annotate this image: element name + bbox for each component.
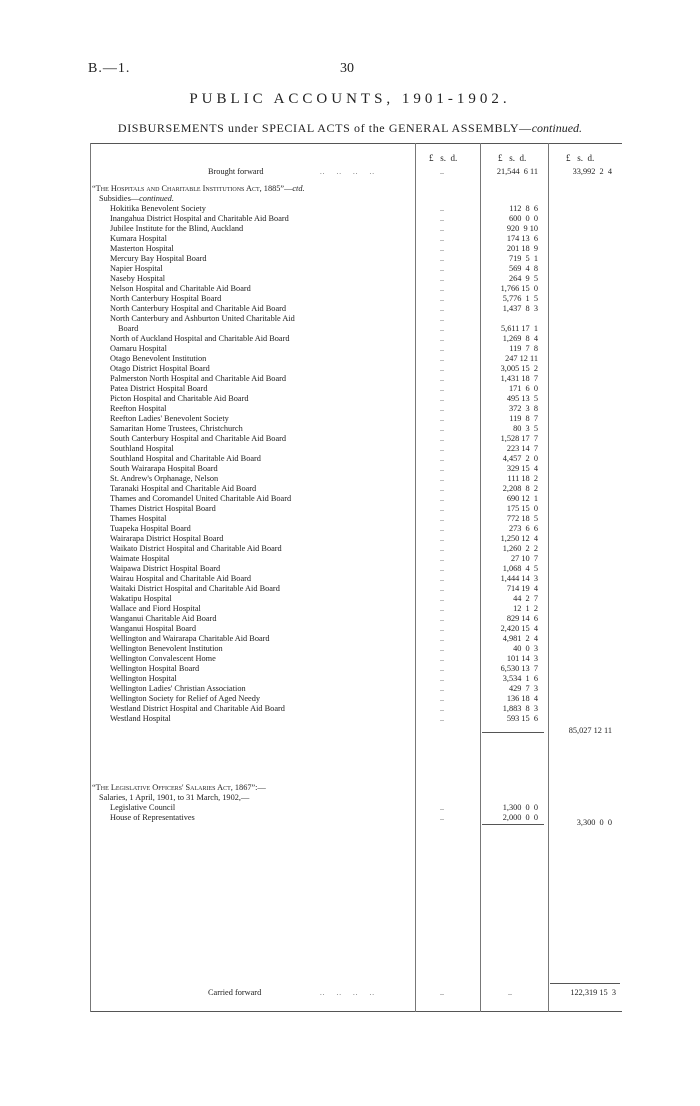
col2-header: £ s. d. xyxy=(498,153,527,163)
row-label: Legislative Council xyxy=(110,803,176,812)
col1-dots: .. xyxy=(440,304,444,313)
table-row xyxy=(90,714,622,724)
table-row xyxy=(90,234,622,244)
table-row xyxy=(90,284,622,294)
col1-dots: .. xyxy=(440,424,444,433)
carried-forward-rule xyxy=(550,983,620,984)
table-row xyxy=(90,474,622,484)
row-amount: 112 8 6 xyxy=(509,204,538,213)
row-label: Southland Hospital xyxy=(110,444,174,453)
table-row xyxy=(90,654,622,664)
section1-total: 85,027 12 11 xyxy=(568,726,612,735)
row-amount: 247 12 11 xyxy=(505,354,538,363)
table-row xyxy=(90,464,622,474)
row-label: Thames District Hospital Board xyxy=(110,504,216,513)
row-amount: 1,528 17 7 xyxy=(500,434,538,443)
table-row xyxy=(90,444,622,454)
page-subtitle xyxy=(0,121,700,136)
row-label: Masterton Hospital xyxy=(110,244,174,253)
row-label: Wellington Hospital xyxy=(110,674,177,683)
row-amount: 201 18 9 xyxy=(506,244,538,253)
row-amount: 119 7 8 xyxy=(509,344,538,353)
row-label: Inangahua District Hospital and Charitable Aid Board xyxy=(110,214,289,223)
row-amount: 1,260 2 2 xyxy=(502,544,538,553)
col1-dots: .. xyxy=(440,714,444,723)
row-amount: 12 1 2 xyxy=(513,604,538,613)
col1-dots: .. xyxy=(440,554,444,563)
brought-forward-col3: 33,992 2 4 xyxy=(572,167,612,176)
row-amount: 273 6 6 xyxy=(508,524,538,533)
row-amount: 1,444 14 3 xyxy=(500,574,538,583)
col1-dots: .. xyxy=(440,988,444,997)
row-amount: 223 14 7 xyxy=(506,444,538,453)
row-label: Nelson Hospital and Charitable Aid Board xyxy=(110,284,251,293)
col1-dots: .. xyxy=(440,464,444,473)
col1-dots: .. xyxy=(440,394,444,403)
table-row xyxy=(90,344,622,354)
row-amount: 136 18 4 xyxy=(506,694,538,703)
row-label: Board xyxy=(118,324,139,333)
document-code: B.—1. xyxy=(88,61,131,76)
section2-subtotal-rule xyxy=(482,824,544,825)
table-row xyxy=(90,504,622,514)
row-amount: 719 5 1 xyxy=(508,254,538,263)
col1-dots: .. xyxy=(440,484,444,493)
row-amount: 495 13 5 xyxy=(506,394,538,403)
col1-dots: .. xyxy=(440,434,444,443)
section1-heading-text: “The Hospitals and Charitable Institutions Act, 1885”— xyxy=(92,184,293,193)
row-label: Hokitika Benevolent Society xyxy=(110,204,206,213)
col1-dots: .. xyxy=(440,414,444,423)
table-row xyxy=(90,274,622,284)
row-amount: 1,250 12 4 xyxy=(500,534,538,543)
row-label: Waikato District Hospital and Charitable Aid Board xyxy=(110,544,282,553)
table-row xyxy=(90,354,622,364)
row-amount: 1,300 0 0 xyxy=(502,803,538,812)
col1-dots: .. xyxy=(440,284,444,293)
row-label: Kumara Hospital xyxy=(110,234,167,243)
row-label: Mercury Bay Hospital Board xyxy=(110,254,207,263)
subtitle-main: DISBURSEMENTS under SPECIAL ACTS of the GENERAL ASSEMBLY— xyxy=(117,121,532,135)
col3-header: £ s. d. xyxy=(566,153,595,163)
col1-dots: .. xyxy=(440,544,444,553)
row-amount: 429 7 3 xyxy=(508,684,538,693)
row-amount: 80 3 5 xyxy=(513,424,538,433)
row-amount: 111 18 2 xyxy=(507,474,538,483)
col1-dots: .. xyxy=(440,704,444,713)
table-row xyxy=(90,704,622,714)
row-amount: 1,437 8 3 xyxy=(502,304,538,313)
row-label: North Canterbury Hospital Board xyxy=(110,294,222,303)
col1-dots: .. xyxy=(440,524,444,533)
row-label: Waimate Hospital xyxy=(110,554,170,563)
col1-dots: .. xyxy=(440,384,444,393)
row-label: Westland District Hospital and Charitable Aid Board xyxy=(110,704,285,713)
col1-dots: .. xyxy=(440,474,444,483)
table-row xyxy=(90,574,622,584)
row-label: Reefton Hospital xyxy=(110,404,167,413)
col1-dots: .. xyxy=(440,634,444,643)
row-amount: 6,530 13 7 xyxy=(500,664,538,673)
col1-dots: .. xyxy=(440,314,444,323)
table-row xyxy=(90,694,622,704)
row-amount: 4,981 2 4 xyxy=(502,634,538,643)
row-label: House of Representatives xyxy=(110,813,195,822)
col2-dots: .. xyxy=(508,988,512,997)
table-row xyxy=(90,424,622,434)
row-label: North of Auckland Hospital and Charitable Aid Board xyxy=(110,334,290,343)
section1-subtotal-rule xyxy=(482,732,544,733)
col1-header: £ s. d. xyxy=(429,153,458,163)
table-row xyxy=(90,564,622,574)
page-number: 30 xyxy=(340,61,354,76)
row-label: Taranaki Hospital and Charitable Aid Board xyxy=(110,484,257,493)
table-row xyxy=(90,224,622,234)
row-amount: 5,611 17 1 xyxy=(500,324,538,333)
col1-dots: .. xyxy=(440,534,444,543)
row-label: St. Andrew's Orphanage, Nelson xyxy=(110,474,219,483)
row-label: Wellington Ladies' Christian Association xyxy=(110,684,246,693)
table-row xyxy=(90,414,622,424)
table-row xyxy=(90,554,622,564)
row-label: Picton Hospital and Charitable Aid Board xyxy=(110,394,249,403)
row-label: Wellington Convalescent Home xyxy=(110,654,216,663)
row-label: Wallace and Fiord Hospital xyxy=(110,604,201,613)
col1-dots: .. xyxy=(440,274,444,283)
subtitle-continued: continued. xyxy=(531,121,583,135)
table-row xyxy=(90,394,622,404)
table-row xyxy=(90,684,622,694)
row-label: Southland Hospital and Charitable Aid Board xyxy=(110,454,261,463)
col1-dots: .. xyxy=(440,444,444,453)
section1-sub-text: Subsidies— xyxy=(99,194,140,203)
table-row xyxy=(90,604,622,614)
row-amount: 4,457 2 0 xyxy=(502,454,538,463)
row-label: Wanganui Hospital Board xyxy=(110,624,196,633)
row-amount: 171 6 0 xyxy=(508,384,538,393)
table-row xyxy=(90,254,622,264)
col1-dots: .. xyxy=(440,574,444,583)
row-amount: 1,766 15 0 xyxy=(500,284,538,293)
table-row xyxy=(90,384,622,394)
row-amount: 264 9 5 xyxy=(508,274,538,283)
row-label: South Canterbury Hospital and Charitable Aid Board xyxy=(110,434,287,443)
section1-subheading xyxy=(99,194,174,204)
table-row xyxy=(90,314,622,324)
col1-dots: .. xyxy=(440,214,444,223)
table-row xyxy=(90,544,622,554)
col1-dots: .. xyxy=(440,494,444,503)
table-row xyxy=(90,534,622,544)
table-row xyxy=(90,494,622,504)
brought-forward-col2: 21,544 6 11 xyxy=(496,167,538,176)
row-amount: 372 3 8 xyxy=(508,404,538,413)
table-bottom-rule xyxy=(90,1011,622,1012)
col1-dots: .. xyxy=(440,514,444,523)
row-amount: 329 15 4 xyxy=(506,464,538,473)
section1-sub-continued: continued. xyxy=(139,194,174,203)
row-label: Oamaru Hospital xyxy=(110,344,167,353)
table-row xyxy=(90,434,622,444)
table-row xyxy=(90,334,622,344)
table-top-rule xyxy=(90,143,622,144)
col1-dots: .. xyxy=(440,584,444,593)
col1-dots: .. xyxy=(440,664,444,673)
table-row xyxy=(90,514,622,524)
col1-dots: .. xyxy=(440,294,444,303)
table-row xyxy=(90,304,622,314)
row-amount: 1,883 8 3 xyxy=(502,704,538,713)
row-amount: 3,005 15 2 xyxy=(500,364,538,373)
row-amount: 27 10 7 xyxy=(511,554,538,563)
row-amount: 44 2 7 xyxy=(513,594,538,603)
table-row xyxy=(90,214,622,224)
row-amount: 40 0 3 xyxy=(513,644,538,653)
carried-forward-label: Carried forward xyxy=(208,988,262,997)
section1-heading-ctd: ctd. xyxy=(292,184,305,193)
row-label: Wellington Benevolent Institution xyxy=(110,644,223,653)
row-label: North Canterbury and Ashburton United Charitable Aid xyxy=(110,314,295,323)
row-label: Jubilee Institute for the Blind, Auckland xyxy=(110,224,244,233)
row-label: South Wairarapa Hospital Board xyxy=(110,464,218,473)
table-row xyxy=(90,644,622,654)
row-amount: 772 18 5 xyxy=(506,514,538,523)
carried-forward-col3: 122,319 15 3 xyxy=(570,988,616,997)
section1-heading xyxy=(92,184,305,194)
row-label: Wairarapa District Hospital Board xyxy=(110,534,224,543)
row-amount: 1,431 18 7 xyxy=(500,374,538,383)
row-label: Otago Benevolent Institution xyxy=(110,354,207,363)
row-amount: 1,269 8 4 xyxy=(502,334,538,343)
col1-dots: .. xyxy=(440,644,444,653)
row-label: Westland Hospital xyxy=(110,714,171,723)
row-label: Wellington Hospital Board xyxy=(110,664,200,673)
col1-dots: .. xyxy=(440,654,444,663)
row-label: Otago District Hospital Board xyxy=(110,364,210,373)
leader-dots: .. .. .. .. xyxy=(320,168,375,176)
col1-dots: .. xyxy=(440,604,444,613)
col1-dots: .. xyxy=(440,374,444,383)
col1-dots: .. xyxy=(440,803,444,812)
table-row xyxy=(90,813,622,823)
brought-forward-label: Brought forward xyxy=(208,167,264,176)
table-row xyxy=(90,374,622,384)
carried-forward-row xyxy=(90,988,622,998)
table-row xyxy=(90,614,622,624)
col1-dots: .. xyxy=(440,344,444,353)
table-row xyxy=(90,664,622,674)
row-amount: 829 14 6 xyxy=(506,614,538,623)
row-label: Waitaki District Hospital and Charitable Aid Board xyxy=(110,584,280,593)
row-amount: 2,420 15 4 xyxy=(500,624,538,633)
col1-dots: .. xyxy=(440,364,444,373)
section2-subheading: Salaries, 1 April, 1901, to 31 March, 1902,— xyxy=(99,793,250,802)
col1-dots: .. xyxy=(440,334,444,343)
row-amount: 920 9 10 xyxy=(506,224,538,233)
col1-dots: .. xyxy=(440,454,444,463)
col1-dots: .. xyxy=(440,404,444,413)
table-row xyxy=(90,634,622,644)
col1-dots: .. xyxy=(440,244,444,253)
table-row xyxy=(90,454,622,464)
brought-forward-row xyxy=(90,167,622,177)
col1-dots: .. xyxy=(440,674,444,683)
page-title: PUBLIC ACCOUNTS, 1901-1902. xyxy=(189,91,511,107)
col1-dots: .. xyxy=(440,264,444,273)
col1-dots: .. xyxy=(440,234,444,243)
table-row xyxy=(90,264,622,274)
row-label: Samaritan Home Trustees, Christchurch xyxy=(110,424,243,433)
row-label: Reefton Ladies' Benevolent Society xyxy=(110,414,229,423)
table-row xyxy=(90,364,622,374)
table-row xyxy=(90,674,622,684)
table-row xyxy=(90,594,622,604)
row-amount: 690 12 1 xyxy=(506,494,538,503)
row-amount: 119 8 7 xyxy=(509,414,538,423)
col1-dots: .. xyxy=(440,354,444,363)
table-row xyxy=(90,524,622,534)
table-row xyxy=(90,324,622,334)
row-amount: 101 14 3 xyxy=(506,654,538,663)
row-label: Palmerston North Hospital and Charitable Aid Board xyxy=(110,374,287,383)
col1-dots: .. xyxy=(440,614,444,623)
row-label: North Canterbury Hospital and Charitable Aid Board xyxy=(110,304,287,313)
row-label: Naseby Hospital xyxy=(110,274,166,283)
col1-dots: .. xyxy=(440,224,444,233)
row-label: Wairau Hospital and Charitable Aid Board xyxy=(110,574,252,583)
row-amount: 1,068 4 5 xyxy=(502,564,538,573)
row-label: Wanganui Charitable Aid Board xyxy=(110,614,217,623)
row-amount: 175 15 0 xyxy=(506,504,538,513)
col1-dots: .. xyxy=(440,324,444,333)
section2-heading: “The Legislative Officers' Salaries Act, 1867”:— xyxy=(92,783,266,792)
row-label: Wellington Society for Relief of Aged Needy xyxy=(110,694,261,703)
col1-dots: .. xyxy=(440,594,444,603)
row-label: Tuapeka Hospital Board xyxy=(110,524,191,533)
table-row xyxy=(90,803,622,813)
col1-dots: .. xyxy=(440,684,444,693)
row-amount: 174 13 6 xyxy=(506,234,538,243)
row-label: Wakatipu Hospital xyxy=(110,594,172,603)
leader-dots: .. .. .. .. xyxy=(320,989,375,997)
row-label: Wellington and Wairarapa Charitable Aid Board xyxy=(110,634,270,643)
col1-dots: .. xyxy=(440,624,444,633)
row-amount: 2,000 0 0 xyxy=(502,813,538,822)
col1-dots: .. xyxy=(440,204,444,213)
row-label: Patea District Hospital Board xyxy=(110,384,208,393)
col1-dots: .. xyxy=(440,254,444,263)
row-amount: 2,208 8 2 xyxy=(502,484,538,493)
table-row xyxy=(90,294,622,304)
row-label: Thames Hospital xyxy=(110,514,167,523)
col1-dots: .. xyxy=(440,504,444,513)
row-amount: 5,776 1 5 xyxy=(502,294,538,303)
section2-total: 3,300 0 0 xyxy=(576,818,612,827)
table-row xyxy=(90,404,622,414)
col1-dots: .. xyxy=(440,564,444,573)
row-label: Thames and Coromandel United Charitable Aid Board xyxy=(110,494,292,503)
col1-dots: .. xyxy=(440,167,444,176)
table-row xyxy=(90,204,622,214)
disbursements-table xyxy=(90,143,622,1012)
row-label: Napier Hospital xyxy=(110,264,163,273)
table-row xyxy=(90,484,622,494)
row-amount: 593 15 6 xyxy=(506,714,538,723)
row-amount: 3,534 1 6 xyxy=(502,674,538,683)
col1-dots: .. xyxy=(440,813,444,822)
row-amount: 600 0 0 xyxy=(508,214,538,223)
table-row xyxy=(90,624,622,634)
table-row xyxy=(90,244,622,254)
col1-dots: .. xyxy=(440,694,444,703)
row-amount: 569 4 8 xyxy=(508,264,538,273)
row-label: Waipawa District Hospital Board xyxy=(110,564,221,573)
row-amount: 714 19 4 xyxy=(506,584,538,593)
table-row xyxy=(90,584,622,594)
